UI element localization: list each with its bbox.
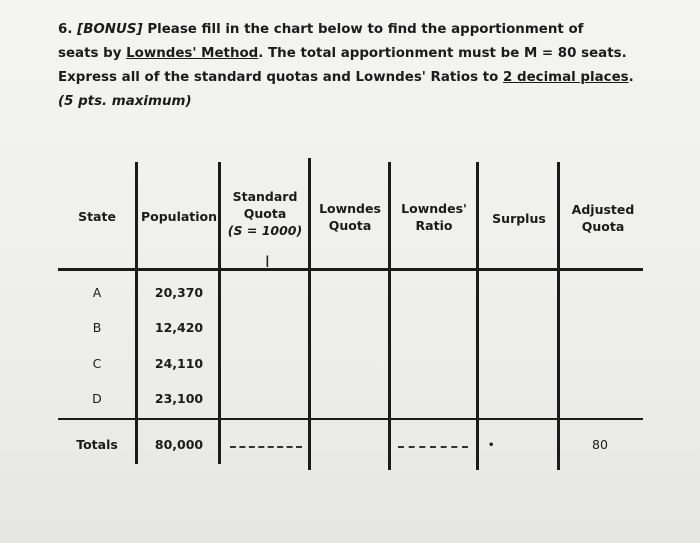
totals-lowndes-ratio-blank: [398, 446, 468, 448]
row-a-state: A: [92, 285, 102, 300]
row-b-population[interactable]: 12,420: [154, 320, 204, 335]
totals-standard-quota-blank: [230, 446, 302, 448]
header-lowndes-ratio-line2: Ratio: [415, 218, 453, 233]
points-note: (5 pts. maximum): [58, 94, 192, 109]
totals-label: Totals: [76, 437, 118, 452]
question-line-1: Please fill in the chart below to find the apportionment of: [147, 22, 584, 37]
question-number: 6.: [58, 22, 73, 37]
header-lowndes-quota-line1: Lowndes: [319, 201, 381, 216]
question-line-3-end: .: [628, 70, 634, 85]
text-cursor-icon: I: [265, 252, 270, 271]
header-standard-quota-line3: (S = 1000): [227, 223, 303, 238]
decimal-requirement: 2 decimal places: [503, 70, 629, 85]
header-population: Population: [140, 209, 218, 224]
totals-adjusted-quota: 80: [592, 437, 608, 452]
row-d-state: D: [92, 391, 102, 406]
row-a-population[interactable]: 20,370: [154, 285, 204, 300]
question-text: [58, 18, 658, 114]
question-line-2b: . The total apportionment must be M = 80 seats.: [258, 46, 627, 61]
header-underline: [58, 268, 643, 271]
row-b-state: B: [92, 320, 102, 335]
totals-surplus-mark: •: [488, 440, 495, 451]
row-d-population[interactable]: 23,100: [154, 391, 204, 406]
method-name: Lowndes' Method: [126, 46, 259, 61]
header-standard-quota: [221, 188, 309, 239]
header-standard-quota-line2: Quota: [243, 206, 287, 221]
question-line-2a: seats by: [58, 46, 122, 61]
header-standard-quota-line1: Standard: [232, 189, 298, 204]
header-state: State: [78, 209, 116, 224]
header-lowndes-ratio: [391, 200, 477, 234]
header-lowndes-quota: [311, 200, 389, 234]
bonus-tag: [BONUS]: [77, 22, 143, 37]
row-c-population[interactable]: 24,110: [154, 356, 204, 371]
header-surplus: Surplus: [492, 211, 546, 226]
header-adjusted-quota: [560, 201, 646, 235]
totals-population: 80,000: [154, 437, 204, 452]
question-line-3: Express all of the standard quotas and Lowndes' Ratios to: [58, 70, 499, 85]
header-adjusted-quota-line1: Adjusted: [571, 202, 635, 217]
header-lowndes-quota-line2: Quota: [328, 218, 372, 233]
header-adjusted-quota-line2: Quota: [581, 219, 625, 234]
header-lowndes-ratio-line1: Lowndes': [401, 201, 467, 216]
totals-overline: [58, 418, 643, 420]
row-c-state: C: [92, 356, 102, 371]
